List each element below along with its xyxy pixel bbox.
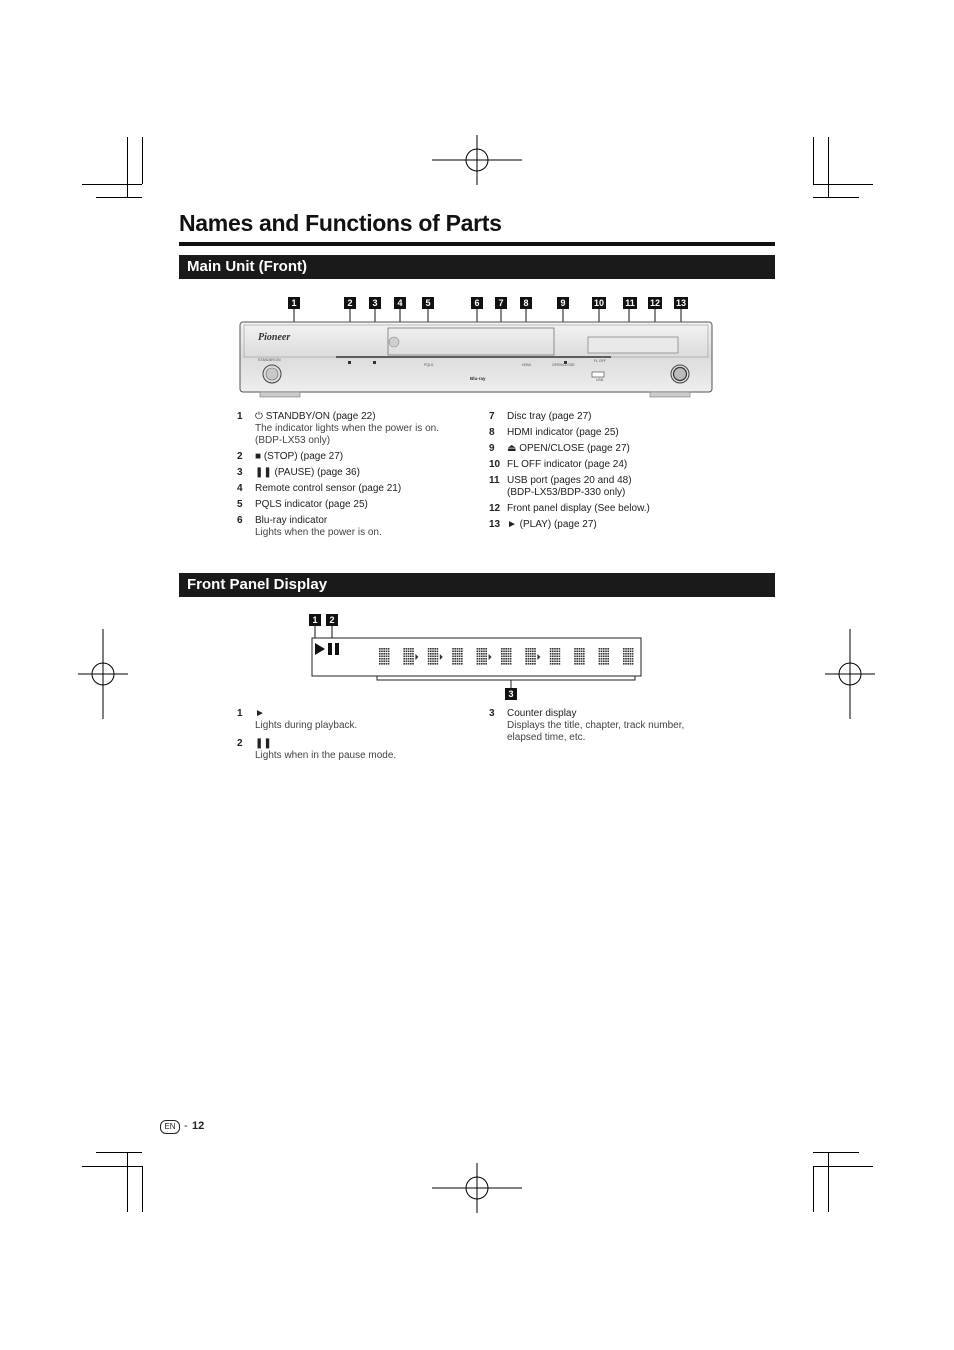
fp-callout-3: 3 xyxy=(505,688,517,700)
page-number: 12 xyxy=(192,1120,205,1132)
title-rule xyxy=(179,242,775,246)
label-usb: USB xyxy=(596,378,604,382)
callout-11: 11 xyxy=(623,297,637,309)
label-open-close: OPEN/CLOSE xyxy=(552,363,575,367)
footer-separator: - xyxy=(184,1120,188,1132)
callout-1: 1 xyxy=(288,297,300,309)
section-heading-front-panel xyxy=(179,573,775,597)
pause-icon xyxy=(328,643,332,655)
registration-mark-left xyxy=(58,629,148,719)
front-panel-display-illustration xyxy=(305,626,645,690)
callout-10: 10 xyxy=(593,298,604,308)
registration-mark-top xyxy=(432,115,522,205)
callout-3: 3 xyxy=(369,297,381,309)
callout-8: 8 xyxy=(520,297,532,309)
callout-7: 7 xyxy=(495,297,507,309)
callout-5: 5 xyxy=(422,297,434,309)
registration-mark-bottom xyxy=(432,1143,522,1233)
callout-9: 9 xyxy=(557,297,569,309)
fp-callout-1: 1 xyxy=(309,614,321,626)
bluray-logo: Blu-ray xyxy=(470,376,486,381)
section-heading-text: Main Unit (Front) xyxy=(187,258,307,275)
label-fl-off: FL OFF xyxy=(594,359,606,363)
fp-callout-2: 2 xyxy=(326,614,338,626)
section-heading-text: Front Panel Display xyxy=(187,576,328,593)
brand-logo: Pioneer xyxy=(258,332,291,343)
registration-mark-right xyxy=(805,629,895,719)
page-title: Names and Functions of Parts xyxy=(179,210,502,236)
bluray-player-illustration xyxy=(236,300,716,406)
language-badge: EN xyxy=(160,1120,180,1134)
label-hdmi: HDMI xyxy=(522,363,531,367)
callout-12: 12 xyxy=(649,298,660,308)
section-heading-main-unit xyxy=(179,255,775,279)
callout-4: 4 xyxy=(394,297,406,309)
callout-13: 13 xyxy=(675,298,686,308)
callout-6: 6 xyxy=(471,297,483,309)
callout-2: 2 xyxy=(344,297,356,309)
label-pqls: PQLS xyxy=(424,363,434,367)
label-standby: STANDBY/ON xyxy=(258,358,281,362)
